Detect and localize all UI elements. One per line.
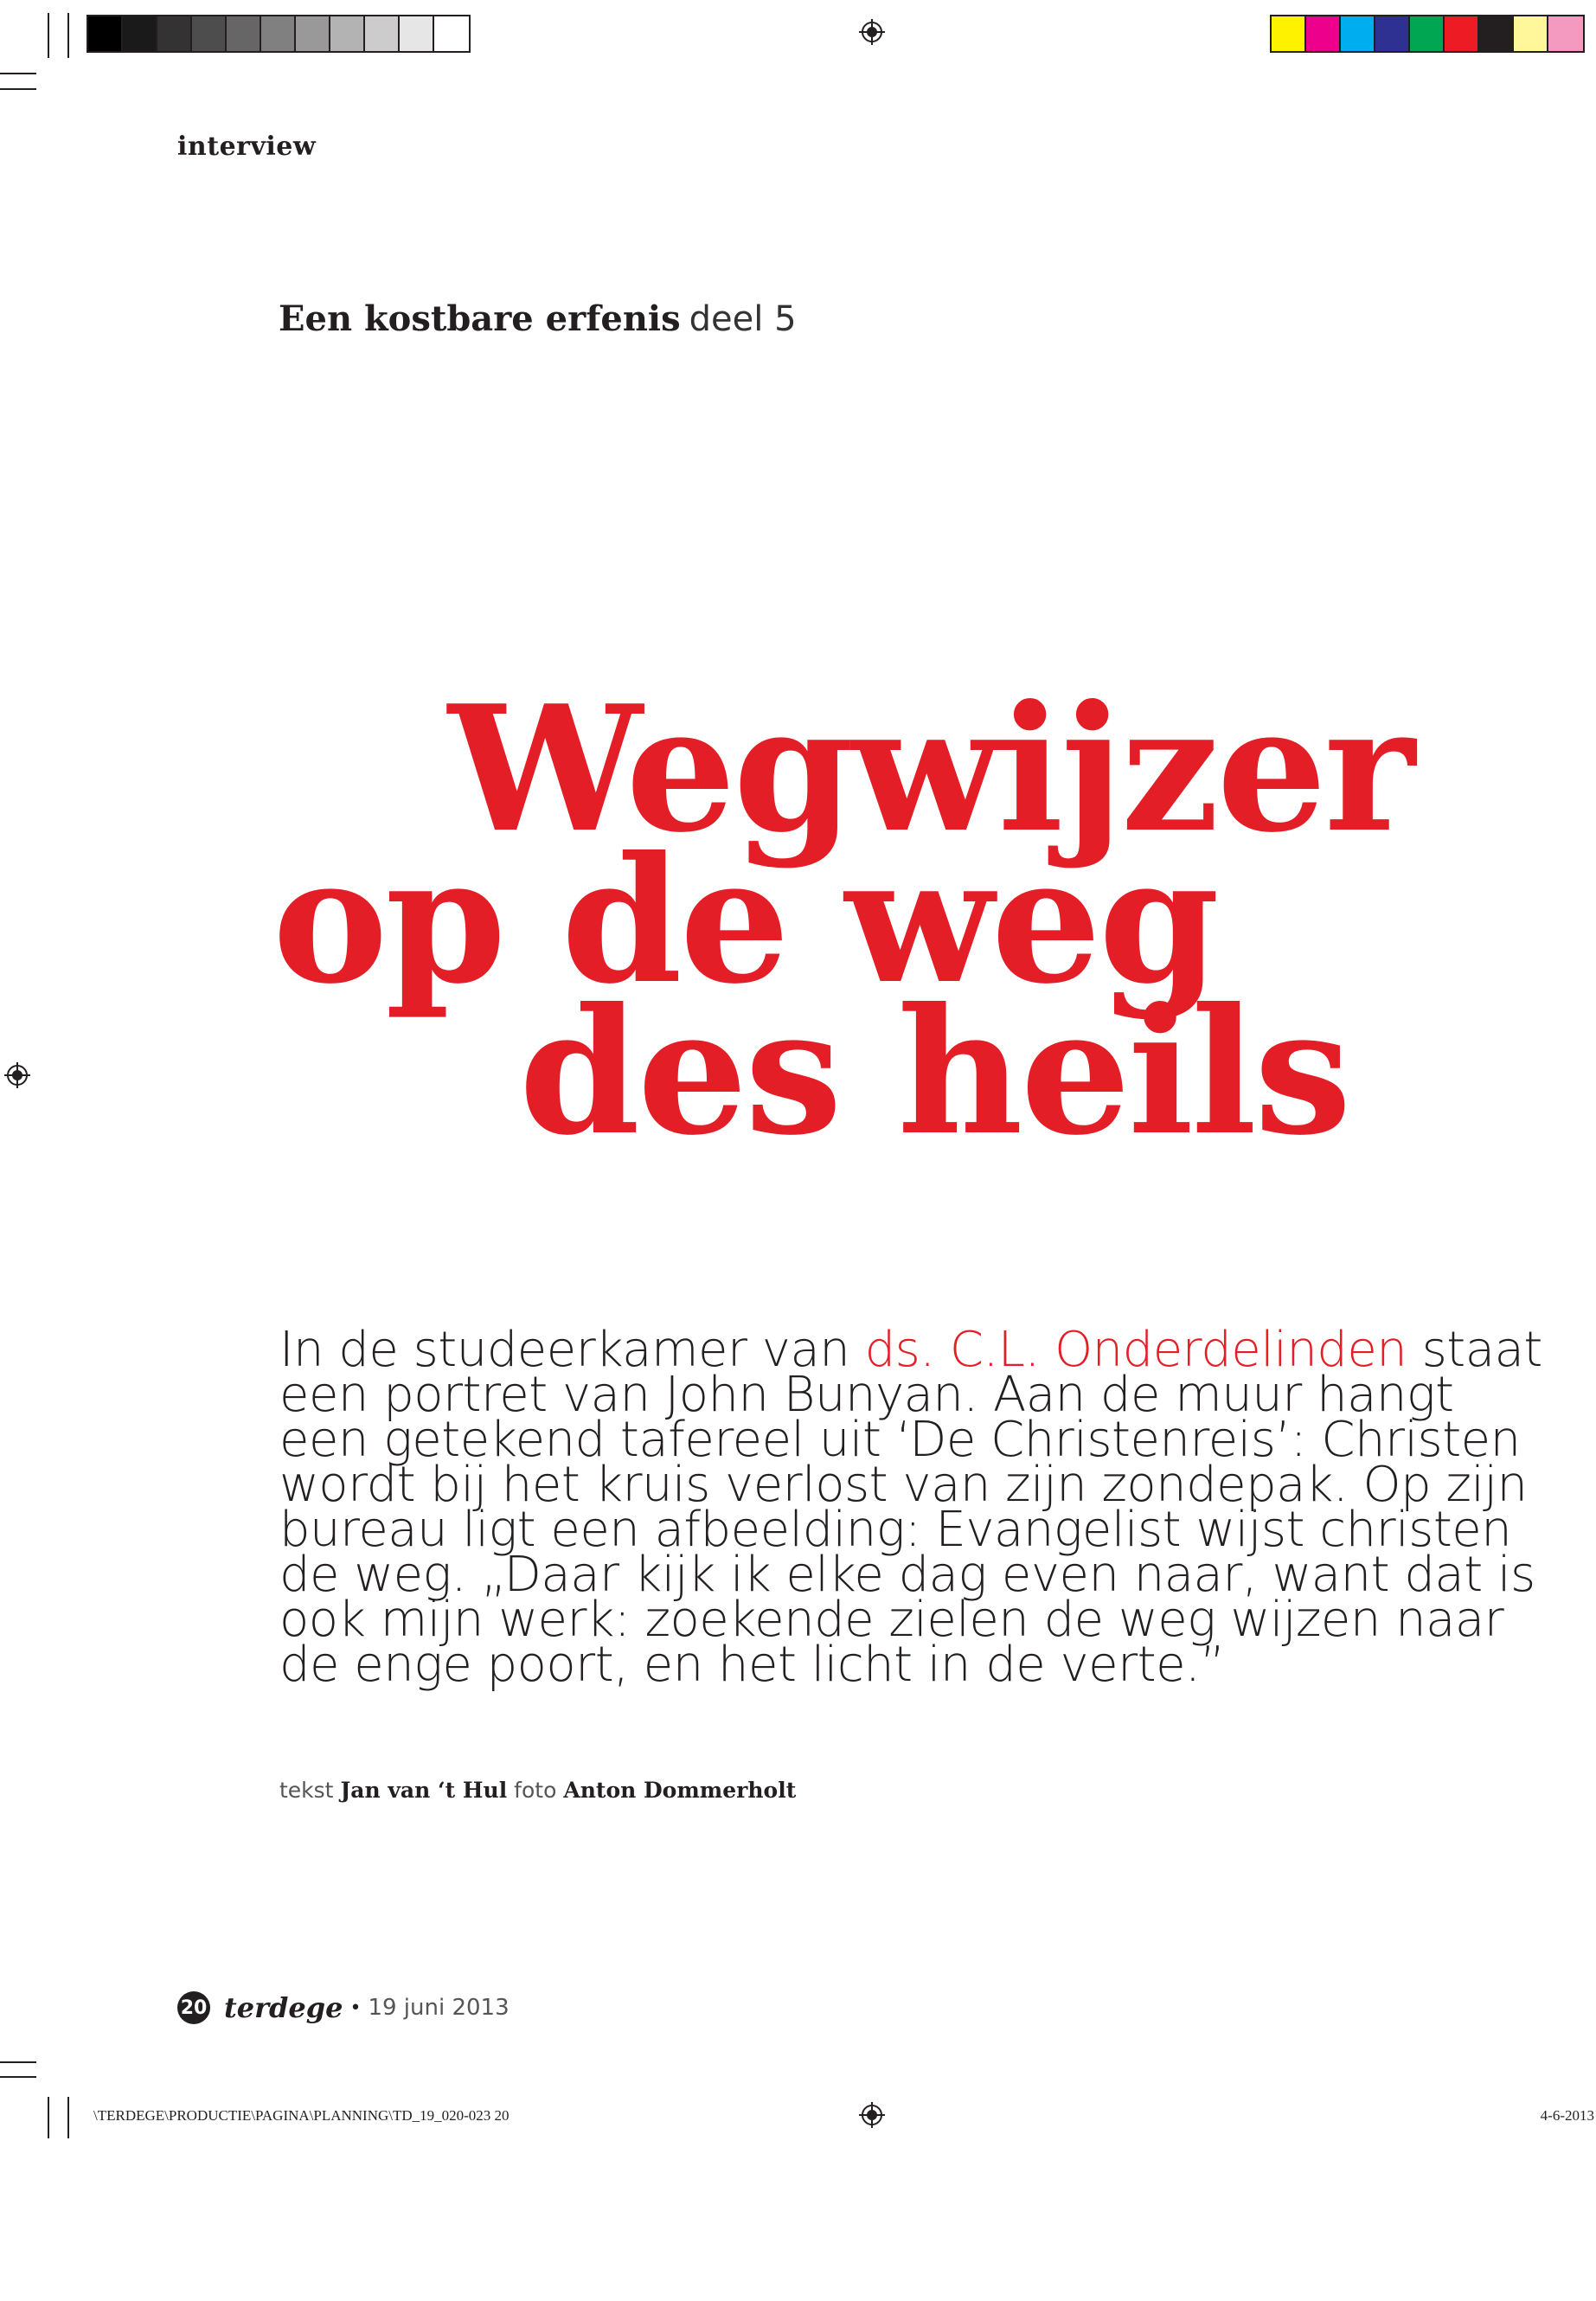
gray-scale-bar — [87, 15, 471, 53]
color-swatch — [1306, 16, 1341, 51]
color-swatch — [400, 16, 434, 51]
crop-mark — [48, 2097, 49, 2138]
series-part: deel 5 — [689, 299, 797, 339]
credits-photo-label: foto — [514, 1778, 557, 1803]
crop-mark — [67, 2097, 69, 2138]
color-swatch — [1341, 16, 1375, 51]
headline-line-1: Wegwijzer — [448, 668, 1413, 871]
series-heading — [279, 298, 797, 339]
intro-text: In de studeerkamer van — [279, 1322, 865, 1378]
intro-line: ook mijn werk: zoekende zielen de weg wijzen naar — [279, 1592, 1504, 1648]
credits-author: Jan van ‘t Hul — [340, 1778, 508, 1803]
issue-date: 19 juni 2013 — [368, 1995, 510, 2021]
color-swatch — [1514, 16, 1548, 51]
intro-line: een portret van John Bunyan. Aan de muur hangt — [279, 1367, 1454, 1423]
slug-file-path: \TERDEGE\PRODUCTIE\PAGINA\PLANNING\TD_19_020-023 20 — [93, 2107, 510, 2124]
page-number: 20 — [177, 1991, 210, 2024]
credits-text-label: tekst — [279, 1778, 334, 1803]
footer-bullet: • — [349, 1997, 362, 2019]
crop-mark — [0, 73, 36, 74]
page-footer — [177, 1991, 510, 2024]
registration-mark-icon — [859, 2102, 885, 2128]
crop-mark — [0, 88, 36, 90]
credits — [279, 1778, 796, 1803]
intro-line: de weg. „Daar kijk ik elke dag even naar, want dat is — [279, 1547, 1535, 1603]
intro-line: de enge poort, en het licht in de verte.” — [279, 1637, 1225, 1693]
intro-line: bureau ligt een afbeelding: Evangelist wijst christen — [279, 1502, 1512, 1558]
color-swatch — [1548, 16, 1583, 51]
headline-line-3: des heils — [519, 971, 1349, 1174]
color-swatch — [1445, 16, 1479, 51]
color-swatch — [434, 16, 469, 51]
headline-line-2: op de weg — [272, 819, 1217, 1022]
series-title: Een kostbare erfenis — [279, 298, 681, 339]
registration-mark-icon — [4, 1062, 30, 1088]
color-swatch — [157, 16, 192, 51]
crop-mark — [0, 2061, 36, 2063]
crop-mark — [0, 2076, 36, 2078]
crop-mark — [48, 13, 49, 58]
slug-date: 4-6-2013 — [1540, 2107, 1594, 2124]
color-swatch — [1479, 16, 1514, 51]
color-swatch — [1375, 16, 1410, 51]
section-label: interview — [177, 131, 317, 162]
color-swatch — [227, 16, 261, 51]
credits-photographer: Anton Dommerholt — [563, 1778, 797, 1803]
intro-line: een getekend tafereel uit ‘De Christenreis’: Christen — [279, 1412, 1521, 1468]
registration-mark-icon — [859, 19, 885, 45]
intro-paragraph — [279, 1322, 1542, 1693]
intro-line: wordt bij het kruis verlost van zijn zondepak. Op zijn — [279, 1457, 1528, 1513]
color-swatch — [1410, 16, 1445, 51]
color-swatch — [261, 16, 296, 51]
color-swatch — [1272, 16, 1306, 51]
color-swatch — [192, 16, 227, 51]
color-swatch — [330, 16, 365, 51]
color-swatch — [123, 16, 157, 51]
crop-mark — [67, 13, 69, 58]
color-swatch — [296, 16, 330, 51]
color-swatch — [88, 16, 123, 51]
magazine-logo: terdege — [224, 1991, 343, 2024]
intro-text: staat — [1407, 1322, 1542, 1378]
color-control-bar — [1270, 15, 1585, 53]
color-swatch — [365, 16, 400, 51]
pastor-name: ds. C.L. Onderdelinden — [864, 1322, 1407, 1378]
